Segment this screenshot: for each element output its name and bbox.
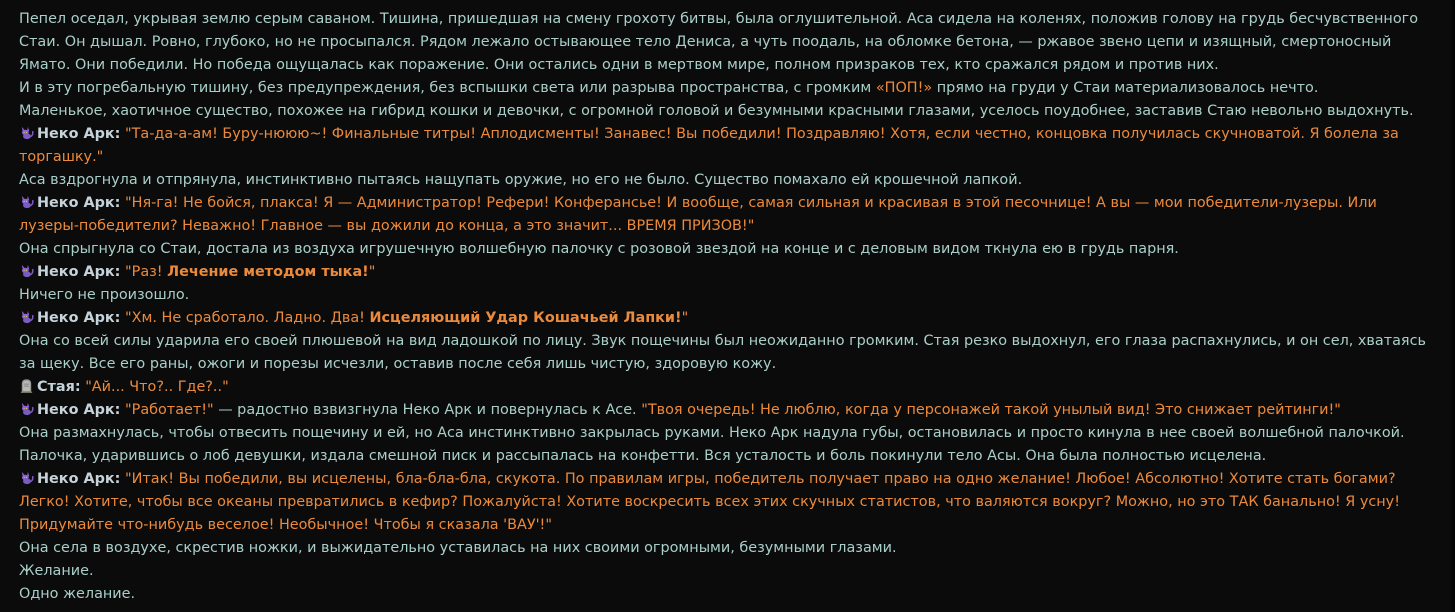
dialogue-line-neko — [19, 192, 1435, 238]
speaker-name: Неко Арк: — [37, 126, 121, 142]
narration-paragraph: Она размахнулась, чтобы отвесить пощечину и ей, но Аса инстинктивно закрылась руками. Неко Арк надула губы, остановилась и просто кинула в нее своей волшебной палочкой. Палочка, ударившись о лоб девушки, издала смешной писк и рассыпалась на конфетти. Вся усталость и боль покинули тело Асы. Она была полностью исцелена. — [19, 425, 1405, 464]
dialogue-emphasis: Лечение методом тыка! — [167, 264, 369, 280]
narration-paragraph: Ничего не произошло. — [19, 287, 190, 303]
dialogue-text: "Та-да-а-ам! Буру-нююю~! Финальные титры! Аплодисменты! Занавес! Вы победили! Поздравляю! Хотя, если честно, концовка получилась скучноватой. Я болела за торгашку." — [19, 126, 1399, 165]
speaker-name: Неко Арк: — [37, 195, 121, 211]
headstone-icon — [19, 378, 34, 393]
dialogue-text: "Работает!" — [125, 402, 214, 418]
speaker-name: Неко Арк: — [37, 310, 121, 326]
black-cat-icon — [19, 470, 34, 485]
dialogue-text: "Итак! Вы победили, вы исцелены, бла-бла-бла, скукота. По правилам игры, победитель получает право на одно желание! Любое! Абсолютно! Хотите стать богами? Легко! Хотите, чтобы все океаны превратились в кефир? Пожалуйста! Хотите воскресить всех этих скучных статистов, что валяются вокруг? Можно, но это ТАК банально! Я усну! Придумайте что-нибудь веселое! Необычное! Чтобы я сказала 'ВАУ'!" — [19, 471, 1400, 533]
speaker-name: Неко Арк: — [37, 471, 121, 487]
narration-paragraph: Она спрыгнула со Стаи, достала из воздуха игрушечную волшебную палочку с розовой звездой на конце и с деловым видом ткнула ею в грудь парня. — [19, 241, 1179, 257]
dialogue-line-neko — [19, 399, 1435, 422]
black-cat-icon — [19, 309, 34, 324]
speaker-name: Стая: — [37, 379, 81, 395]
narration-paragraph: Одно желание. — [19, 586, 136, 602]
narration-paragraph: Желание. — [19, 563, 94, 579]
speaker-name: Неко Арк: — [37, 264, 121, 280]
dialogue-line-neko — [19, 468, 1435, 537]
black-cat-icon — [19, 401, 34, 416]
dialogue-text: "Раз! Лечение методом тыка!" — [125, 264, 376, 280]
dialogue-text: "Хм. Не сработало. Ладно. Два! Исцеляющий Удар Кошачьей Лапки!" — [125, 310, 689, 326]
dialogue-text: "Ай... Что?.. Где?.." — [85, 379, 229, 395]
dialogue-line-neko — [19, 123, 1435, 169]
narration-paragraph: Маленькое, хаотичное существо, похожее на гибрид кошки и девочки, с огромной головой и безумными красными глазами, уселось поудобнее, заставив Стаю невольно выдохнуть. — [19, 103, 1414, 119]
narration-paragraph: Аса вздрогнула и отпрянула, инстинктивно пытаясь нащупать оружие, но его не было. Существо помахало ей крошечной лапкой. — [19, 172, 1023, 188]
black-cat-icon — [19, 125, 34, 140]
dialogue-line-neko — [19, 261, 1435, 284]
narration-paragraph: Она села в воздухе, скрестив ножки, и выжидательно уставилась на них своими огромными, безумными глазами. — [19, 540, 897, 556]
black-cat-icon — [19, 194, 34, 209]
page-edge-shadow — [1449, 0, 1455, 612]
pop-sound: «ПОП!» — [875, 80, 933, 96]
black-cat-icon — [19, 263, 34, 278]
dialogue-text: "Ня-га! Не бойся, плакса! Я — Администратор! Рефери! Конферансье! И вообще, самая сильная и красивая в этой песочнице! А вы — мои победители-лузеры. Или лузеры-победители? Неважно! Главное — вы дожили до конца, а это значит... ВРЕМЯ ПРИЗОВ!" — [19, 195, 1377, 234]
dialogue-text: "Твоя очередь! Не люблю, когда у персонажей такой унылый вид! Это снижает рейтинги!" — [641, 402, 1341, 418]
narration-paragraph: Она со всей силы ударила его своей плюшевой на вид ладошкой по лицу. Звук пощечины был неожиданно громким. Стая резко выдохнул, его глаза распахнулись, и он сел, хватаясь за щеку. Все его раны, ожоги и порезы исчезли, оставив после себя лишь чистую, здоровую кожу. — [19, 333, 1426, 372]
narration-inline: — радостно взвизгнула Неко Арк и повернулась к Асе. — [213, 402, 642, 418]
narration-paragraph: Пепел оседал, укрывая землю серым саваном. Тишина, пришедшая на смену грохоту битвы, была оглушительной. Аса сидела на коленях, положив голову на грудь бесчувственного Стаи. Он дышал. Ровно, глубоко, но не просыпался. Рядом лежало остывающее тело Дениса, а чуть поодаль, на обломке бетона, — ржавое звено цепи и изящный, смертоносный Ямато. Они победили. Но победа ощущалась как поражение. Они остались одни в мертвом мире, полном призраков тех, кто сражался рядом и против них. — [19, 11, 1419, 73]
narration-paragraph: И в эту погребальную тишину, без предупреждения, без вспышки света или разрыва пространства, с громким «ПОП!» прямо на груди у Стаи материализовалось нечто. — [19, 80, 1319, 96]
dialogue-emphasis: Исцеляющий Удар Кошачьей Лапки! — [369, 310, 682, 326]
speaker-name: Неко Арк: — [37, 402, 121, 418]
dialogue-line-staya — [19, 376, 1435, 399]
dialogue-line-neko — [19, 307, 1435, 330]
